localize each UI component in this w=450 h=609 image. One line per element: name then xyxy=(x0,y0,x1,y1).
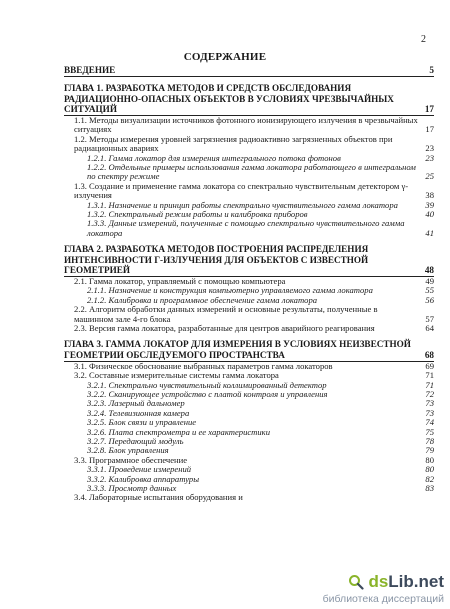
toc-page-number: 80 xyxy=(425,464,434,475)
toc-chapter-entry[interactable] xyxy=(64,66,434,75)
toc-entry-text: 3.2. Составные измерительные системы гамма локатора xyxy=(74,370,279,381)
toc-page-number: 55 xyxy=(425,285,434,296)
toc-page-number: 78 xyxy=(425,436,434,446)
toc-page-number: 49 xyxy=(425,275,434,286)
toc-page-number: 23 xyxy=(425,152,434,163)
toc-entry-text: 3.4. Лабораторные испытания оборудования и xyxy=(74,492,243,503)
toc-entry-text: 3.3.1. Проведение измерений xyxy=(87,464,192,475)
toc-entry-text: 3.2.3. Лазерный дальномер xyxy=(87,398,185,409)
toc-page-number: 57 xyxy=(425,313,434,324)
toc-entry-text: 1.1. Методы визуализации источников фотонного ионизирующего излучения в чрезвычайных ситуациях xyxy=(74,115,418,135)
toc-entry[interactable] xyxy=(64,182,434,201)
toc-page-number: 73 xyxy=(425,407,434,418)
toc-entry-text: 1.2. Методы измерения уровней загрязнения радиоактивно загрязненных объектов при радиационных авариях xyxy=(74,133,393,154)
toc-entry-text: 3.2.8. Блок управления xyxy=(87,445,169,456)
toc-page-number: 74 xyxy=(425,417,434,428)
toc-page-number: 83 xyxy=(425,483,434,494)
toc-entry-text: 3.3. Программное обеспечение xyxy=(74,454,188,465)
toc-page-number: 69 xyxy=(425,360,434,371)
toc-entry-text: 3.2.6. Плата спектрометра и ее характеристики xyxy=(87,426,271,437)
toc-entry[interactable] xyxy=(64,135,434,154)
watermark-brand-prefix: ds xyxy=(368,572,389,591)
toc-page-number: 80 xyxy=(425,454,434,465)
table-of-contents xyxy=(64,66,434,503)
toc-entry[interactable] xyxy=(64,219,434,238)
toc-page-number: 73 xyxy=(425,398,434,409)
toc-page-number: 23 xyxy=(425,143,434,154)
toc-entry[interactable] xyxy=(64,324,434,333)
toc-page-number: 82 xyxy=(425,473,434,484)
toc-entry-text: 3.2.7. Передающий модуль xyxy=(87,436,184,446)
toc-entry-text: 3.2.5. Блок связи и управление xyxy=(87,417,197,428)
toc-page-number: 71 xyxy=(425,379,434,390)
toc-entry-text: ГЛАВА 1. РАЗРАБОТКА МЕТОДОВ И СРЕДСТВ ОБСЛЕДОВАНИЯ РАДИАЦИОННО-ОПАСНЫХ ОБЪЕКТОВ В УСЛОВИЯХ ЧРЕЗВЫЧАЙНЫХ СИТУАЦИЙ xyxy=(64,83,394,114)
toc-page-number: 48 xyxy=(424,264,434,275)
toc-page-number: 5 xyxy=(429,65,434,75)
toc-entry-text: 2.3. Версия гамма локатора, разработанные для центров аварийного реагирования xyxy=(74,322,375,333)
toc-entry[interactable] xyxy=(64,493,434,502)
toc-entry[interactable] xyxy=(64,116,434,135)
toc-entry-text: 2.2. Алгоритм обработки данных измерений и основные результаты, полученные в машинном зале 4-го блока xyxy=(74,304,378,324)
toc-entry-text: 3.3.2. Калибровка аппаратуры xyxy=(87,473,200,484)
toc-entry[interactable] xyxy=(64,305,434,324)
toc-entry-text: 2.1. Гамма локатор, управляемый с помощью компьютера xyxy=(74,275,286,286)
watermark-subtitle: библиотека диссертаций xyxy=(322,593,444,605)
toc-divider xyxy=(64,76,434,77)
toc-entry-text: 1.3. Создание и применение гамма локатора со спектрально чувствительным детектором γ-излучения xyxy=(74,180,409,201)
toc-page-number: 39 xyxy=(425,199,434,210)
toc-page-number: 40 xyxy=(425,209,434,220)
toc-chapter-entry[interactable] xyxy=(64,244,434,275)
toc-page-number: 75 xyxy=(425,426,434,437)
toc-page-number: 64 xyxy=(425,322,434,333)
toc-page-number: 17 xyxy=(424,103,434,114)
toc-page-number: 71 xyxy=(425,370,434,381)
toc-page-number: 17 xyxy=(425,124,434,135)
toc-entry-text: ГЛАВА 2. РАЗРАБОТКА МЕТОДОВ ПОСТРОЕНИЯ РАСПРЕДЕЛЕНИЯ ИНТЕНСИВНОСТИ Г-ИЗЛУЧЕНИЯ ДЛЯ ОБЪЕКТОВ С ИЗВЕСТНОЙ ГЕОМЕТРИЕЙ xyxy=(64,244,369,275)
toc-entry-text: ГЛАВА 3. ГАММА ЛОКАТОР ДЛЯ ИЗМЕРЕНИЯ В УСЛОВИЯХ НЕИЗВЕСТНОЙ ГЕОМЕТРИИ ОБСЛЕДУЕМОГО ПРОСТРАНСТВА xyxy=(64,339,411,360)
toc-entry-text: 1.2.1. Гамма локатор для измерения интегрального потока фотонов xyxy=(87,152,341,163)
toc-page-number: 41 xyxy=(425,227,434,238)
toc-entry-text: 2.1.2. Калибровка и программное обеспечение гамма локатора xyxy=(87,294,318,305)
toc-chapter-entry[interactable] xyxy=(64,83,434,114)
magnifier-icon xyxy=(348,574,364,590)
toc-entry-text: 1.3.2. Спектральный режим работы и калибровка приборов xyxy=(87,209,308,220)
toc-page-number: 72 xyxy=(425,388,434,399)
toc-page-number: 25 xyxy=(425,171,434,182)
watermark-logo xyxy=(323,572,444,592)
toc-entry-text: 3.2.1. Спектрально чувствительный коллимированный детектор xyxy=(87,379,327,390)
toc-entry-text: 1.3.3. Данные измерений, полученные с помощью спектрально чувствительного гамма локатора xyxy=(87,218,405,238)
toc-entry-text: 2.1.1. Назначение и конструкция компьютерно управляемого гамма локатора xyxy=(87,285,373,296)
page-title: СОДЕРЖАНИЕ xyxy=(183,51,267,63)
page-number: 2 xyxy=(421,34,426,45)
toc-entry-text: 3.1. Физическое обоснование выбранных параметров гамма локаторов xyxy=(74,360,333,371)
toc-entry-text: 1.3.1. Назначение и принцип работы спектрально чувствительного гамма локатора xyxy=(87,199,398,210)
toc-entry-text: 1.2.2. Отдельные примеры использования гамма локатора работающего в интегральном по спектру режиме xyxy=(87,162,416,182)
toc-page-number: 56 xyxy=(425,294,434,305)
toc-entry-text: 3.2.4. Телевизионная камера xyxy=(87,407,190,418)
dslib-watermark[interactable] xyxy=(323,572,444,605)
toc-chapter-entry[interactable] xyxy=(64,339,434,359)
toc-entry[interactable] xyxy=(64,163,434,182)
toc-page-number: 68 xyxy=(424,349,434,360)
toc-entry-text: ВВЕДЕНИЕ xyxy=(64,65,116,75)
toc-entry-text: 3.2.2. Сканирующее устройство с платой контроля и управления xyxy=(87,388,328,399)
watermark-brand xyxy=(368,572,444,592)
toc-page-number: 79 xyxy=(425,445,434,456)
toc-page-number: 38 xyxy=(425,190,434,201)
watermark-brand-rest: Lib.net xyxy=(388,572,444,591)
toc-entry-text: 3.3.3. Просмотр данных xyxy=(87,483,177,494)
